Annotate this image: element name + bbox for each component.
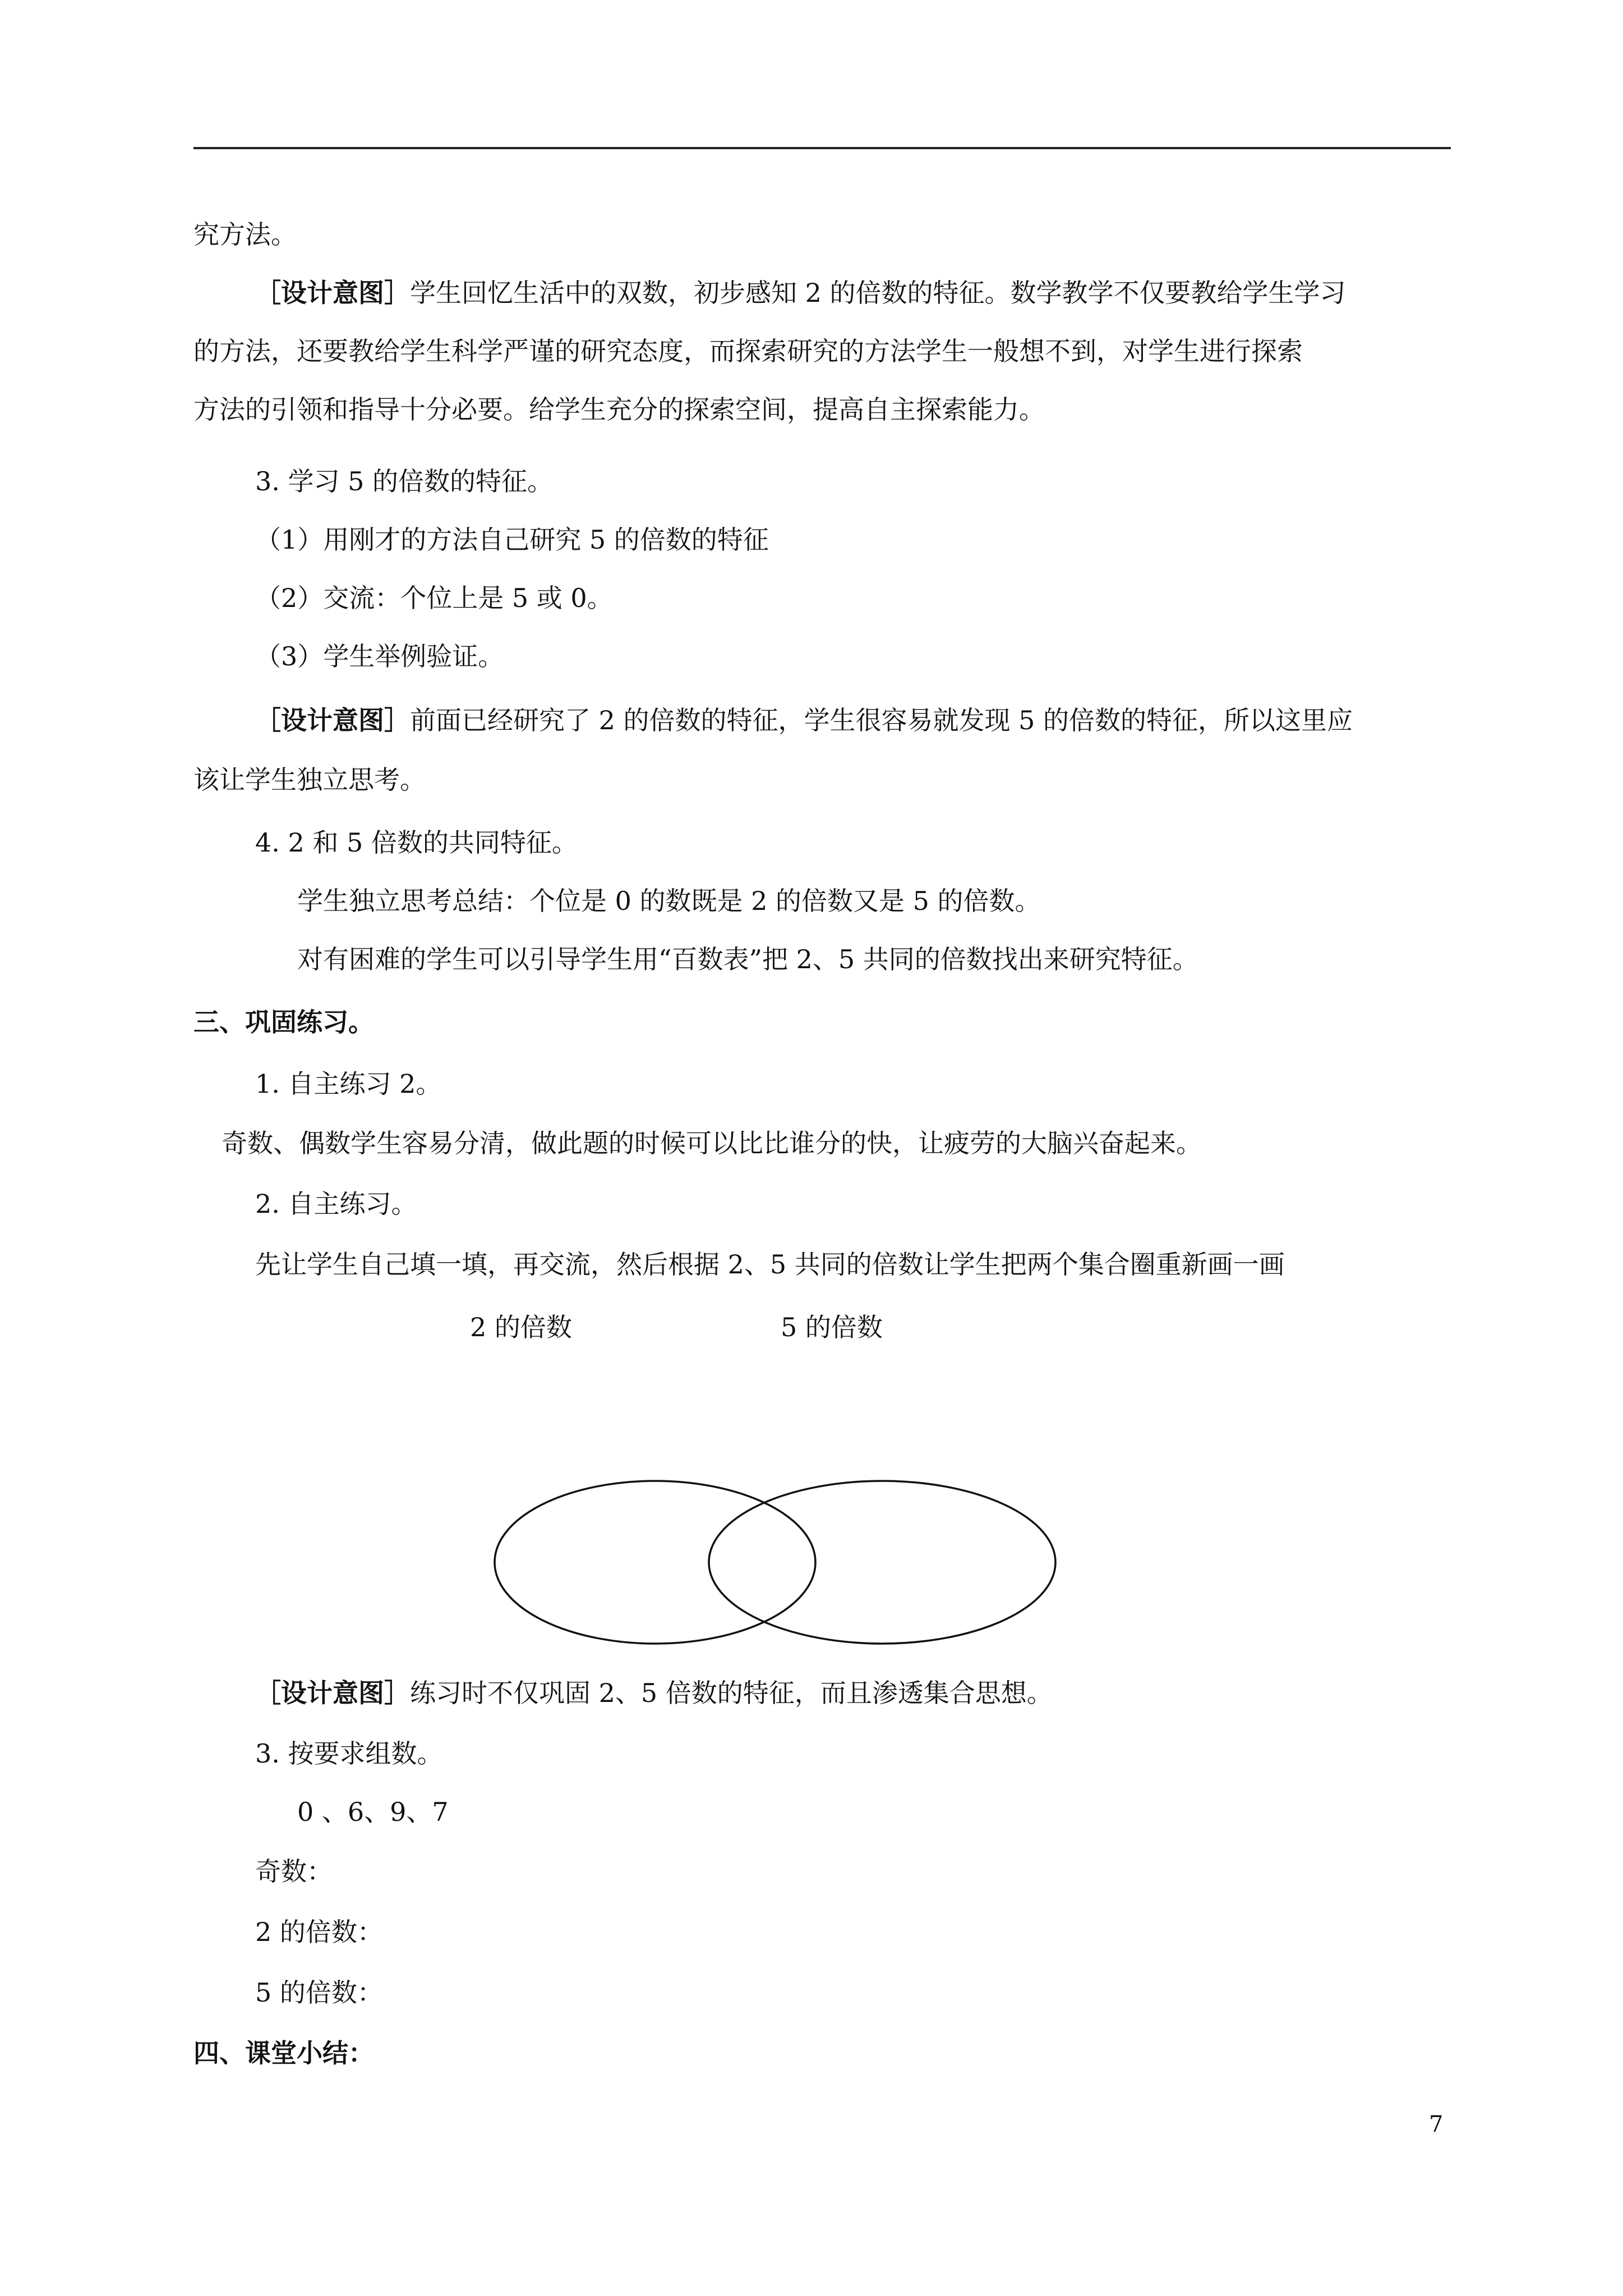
paragraph-line: 该让学生独立思考。 xyxy=(193,765,426,795)
venn-circle-multiples-of-5 xyxy=(709,1481,1055,1644)
section-item: 3. 按要求组数。 xyxy=(255,1738,443,1769)
design-intent-paragraph xyxy=(255,703,1353,737)
sub-item: （3）学生举例验证。 xyxy=(255,641,504,671)
answer-line-multiples-of-5: 5 的倍数： xyxy=(255,1977,383,2008)
section-item: 3. 学习 5 的倍数的特征。 xyxy=(255,466,554,496)
page-number: 7 xyxy=(1429,2111,1444,2137)
sub-item: （2）交流：个位上是 5 或 0。 xyxy=(255,583,613,613)
answer-line-odd: 奇数： xyxy=(255,1856,333,1887)
digit-set: 0 、6、9、7 xyxy=(297,1797,449,1827)
venn-label-multiples-of-2: 2 的倍数 xyxy=(470,1312,572,1342)
section-heading: 四、课堂小结： xyxy=(193,2038,374,2068)
paragraph-text: 练习时不仅巩固 2、5 倍数的特征，而且渗透集合思想。 xyxy=(410,1678,1053,1708)
design-intent-paragraph xyxy=(255,276,1346,310)
design-intent-label: ［设计意图］ xyxy=(255,1678,410,1708)
header-rule xyxy=(193,147,1451,149)
section-item: 4. 2 和 5 倍数的共同特征。 xyxy=(255,827,578,858)
sub-item: （1）用刚才的方法自己研究 5 的倍数的特征 xyxy=(255,524,769,555)
design-intent-label: ［设计意图］ xyxy=(255,278,410,308)
paragraph-line: 方法的引领和指导十分必要。给学生充分的探索空间，提高自主探索能力。 xyxy=(193,394,1045,425)
section-heading: 三、巩固练习。 xyxy=(193,1007,374,1037)
design-intent-paragraph xyxy=(255,1676,1053,1710)
answer-line-multiples-of-2: 2 的倍数： xyxy=(255,1917,383,1947)
paragraph-text: 前面已经研究了 2 的倍数的特征，学生很容易就发现 5 的倍数的特征，所以这里应 xyxy=(410,705,1353,735)
paragraph-line: 的方法，还要教给学生科学严谨的研究态度，而探索研究的方法学生一般想不到，对学生进行探索 xyxy=(193,336,1303,366)
venn-diagram xyxy=(482,1470,1071,1655)
venn-label-multiples-of-5: 5 的倍数 xyxy=(781,1312,883,1342)
paragraph-text: 学生回忆生活中的双数，初步感知 2 的倍数的特征。数学教学不仅要教给学生学习 xyxy=(410,278,1346,308)
design-intent-label: ［设计意图］ xyxy=(255,705,410,735)
paragraph-line: 先让学生自己填一填，再交流，然后根据 2、5 共同的倍数让学生把两个集合圈重新画一画 xyxy=(255,1249,1285,1280)
paragraph-line: 奇数、偶数学生容易分清，做此题的时候可以比比谁分的快，让疲劳的大脑兴奋起来。 xyxy=(222,1128,1202,1158)
section-item: 1. 自主练习 2。 xyxy=(255,1069,442,1099)
venn-circle-multiples-of-2 xyxy=(495,1481,815,1644)
section-item: 2. 自主练习。 xyxy=(255,1189,417,1219)
paragraph-line: 学生独立思考总结：个位是 0 的数既是 2 的倍数又是 5 的倍数。 xyxy=(297,886,1041,916)
paragraph-line: 对有困难的学生可以引导学生用“百数表”把 2、5 共同的倍数找出来研究特征。 xyxy=(297,944,1198,974)
paragraph-line: 究方法。 xyxy=(193,219,297,250)
